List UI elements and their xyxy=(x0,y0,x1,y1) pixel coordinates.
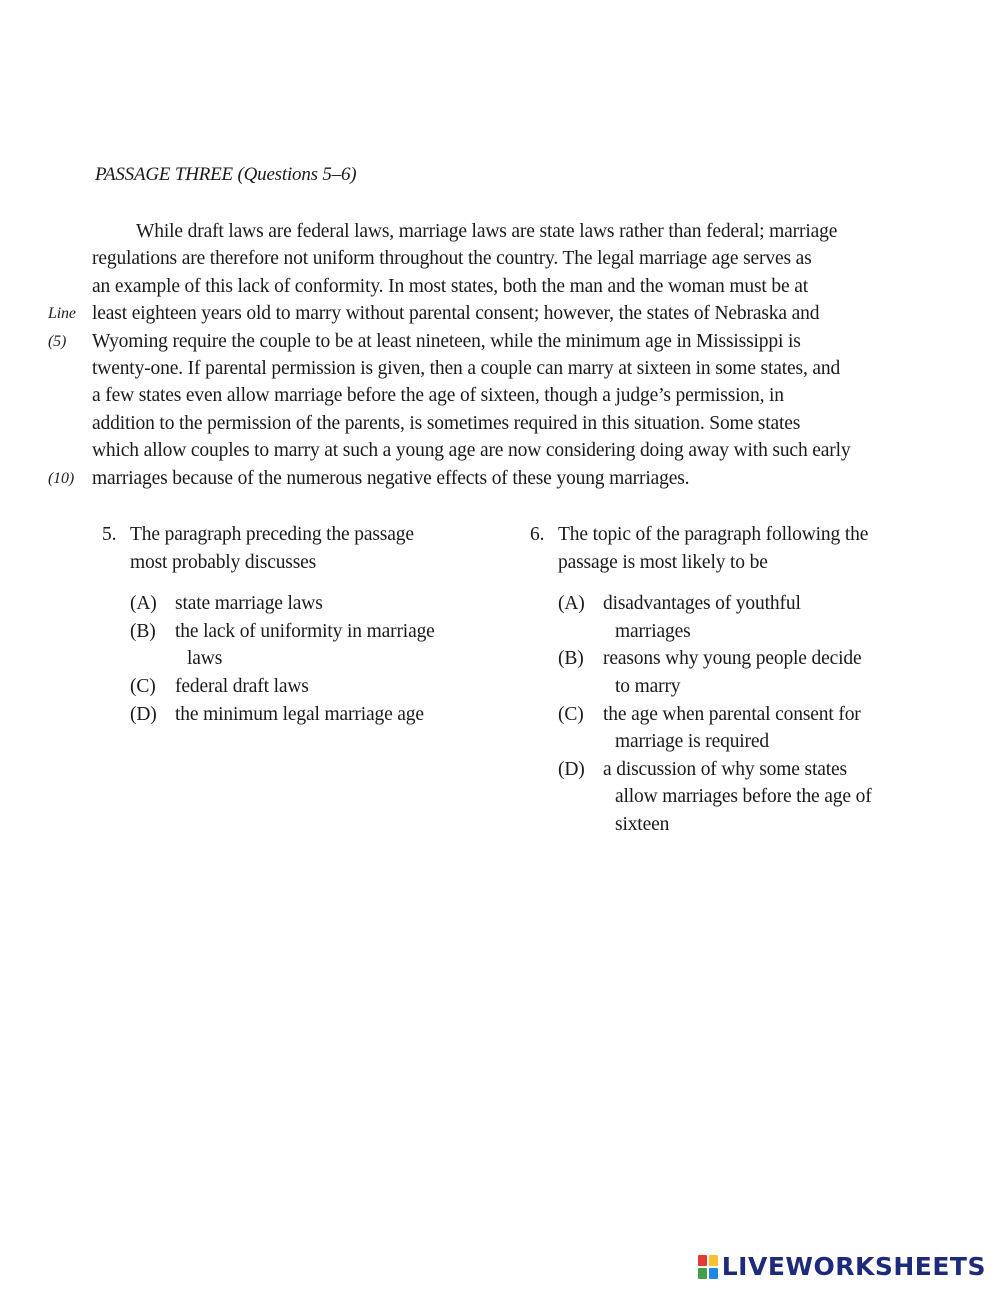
answer-option-c[interactable] xyxy=(558,701,930,756)
question-6 xyxy=(530,521,930,839)
answer-option-a[interactable] xyxy=(558,590,930,645)
passage-line xyxy=(48,300,922,327)
option-text: the minimum legal marriage age xyxy=(175,703,424,725)
passage-line xyxy=(92,273,922,300)
option-text: allow marriages before the age of xyxy=(615,786,872,808)
passage-line-text: While draft laws are federal laws, marriage laws are state laws rather than federal; marriage xyxy=(136,221,838,242)
option-line xyxy=(558,590,930,618)
option-line xyxy=(558,645,930,673)
brand-name: LIVEWORKSHEETS xyxy=(721,1252,986,1281)
option-text: a discussion of why some states xyxy=(603,758,847,780)
passage-line xyxy=(92,382,922,409)
logo-square xyxy=(709,1268,718,1279)
passage-line-text: a few states even allow marriage before the age of sixteen, though a judge’s permission, in xyxy=(92,385,784,407)
passage-line xyxy=(92,437,922,464)
passage-line-text: twenty-one. If parental permission is given, then a couple can marry at sixteen in some states, and xyxy=(92,357,841,379)
option-line xyxy=(558,783,930,811)
answer-options xyxy=(102,590,502,728)
option-text: laws xyxy=(187,648,223,670)
passage-line xyxy=(48,328,922,355)
logo-square xyxy=(698,1268,707,1279)
passage-line xyxy=(48,465,922,492)
option-line xyxy=(130,645,502,673)
option-letter: (D) xyxy=(558,758,585,780)
passage-line-text: Wyoming require the couple to be at least nineteen, while the minimum age in Mississippi is xyxy=(92,330,801,352)
option-letter: (A) xyxy=(558,593,585,615)
question-stem-line xyxy=(530,521,930,549)
option-text: federal draft laws xyxy=(175,675,309,697)
line-number: (10) xyxy=(48,469,75,487)
answer-options xyxy=(530,590,930,838)
option-text: sixteen xyxy=(615,813,670,835)
passage-line xyxy=(92,245,922,272)
option-text: the age when parental consent for xyxy=(603,703,861,725)
passage-line-text: an example of this lack of conformity. In most states, both the man and the woman must be at xyxy=(92,275,809,297)
question-stem-text: The topic of the paragraph following the xyxy=(558,524,869,545)
option-letter: (B) xyxy=(558,648,584,670)
option-text: state marriage laws xyxy=(175,593,323,615)
option-text: disadvantages of youthful xyxy=(603,593,801,615)
option-line xyxy=(558,756,930,784)
option-letter: (D) xyxy=(130,703,157,725)
answer-option-d[interactable] xyxy=(130,701,502,729)
logo-square xyxy=(709,1255,718,1266)
question-stem-line xyxy=(102,521,502,549)
passage-line xyxy=(92,410,922,437)
answer-option-c[interactable] xyxy=(130,673,502,701)
option-line xyxy=(558,673,930,701)
passage-line-text: addition to the permission of the parents, is sometimes required in this situation. Some states xyxy=(92,412,801,434)
option-text: the lack of uniformity in marriage xyxy=(175,620,435,642)
passage-line-text: least eighteen years old to marry without parental consent; however, the states of Nebraska and xyxy=(92,303,820,325)
passage-line xyxy=(92,355,922,382)
passage-heading: PASSAGE THREE (Questions 5–6) xyxy=(95,164,357,185)
option-line xyxy=(558,811,930,839)
passage-line xyxy=(92,218,922,245)
logo-mark-icon xyxy=(698,1255,718,1279)
option-line xyxy=(130,590,502,618)
option-text: marriages xyxy=(615,620,691,642)
option-text: reasons why young people decide xyxy=(603,648,862,670)
question-stem-text: most probably discusses xyxy=(130,551,317,573)
option-line xyxy=(130,701,502,729)
passage-text xyxy=(48,218,922,492)
option-letter: (A) xyxy=(130,593,157,615)
question-5 xyxy=(102,521,502,728)
option-line xyxy=(558,728,930,756)
option-line xyxy=(558,701,930,729)
line-number: Line xyxy=(48,305,76,323)
passage-line-text: which allow couples to marry at such a young age are now considering doing away with such early xyxy=(92,440,851,462)
answer-option-d[interactable] xyxy=(558,756,930,839)
option-text: to marry xyxy=(615,675,681,697)
logo-square xyxy=(698,1255,707,1266)
liveworksheets-logo xyxy=(698,1252,986,1281)
question-stem-line xyxy=(102,549,502,577)
answer-option-a[interactable] xyxy=(130,590,502,618)
option-line xyxy=(558,618,930,646)
option-letter: (C) xyxy=(558,703,584,725)
passage-line-text: marriages because of the numerous negative effects of these young marriages. xyxy=(92,467,690,489)
answer-option-b[interactable] xyxy=(130,618,502,673)
question-stem-text: The paragraph preceding the passage xyxy=(130,524,414,545)
question-number: 5. xyxy=(102,524,117,545)
answer-option-b[interactable] xyxy=(558,645,930,700)
option-letter: (C) xyxy=(130,675,156,697)
option-text: marriage is required xyxy=(615,731,770,753)
option-line xyxy=(130,673,502,701)
question-stem-line xyxy=(530,549,930,577)
passage-line-text: regulations are therefore not uniform throughout the country. The legal marriage age serves as xyxy=(92,248,812,270)
option-letter: (B) xyxy=(130,620,156,642)
line-number: (5) xyxy=(48,332,67,350)
question-number: 6. xyxy=(530,524,545,545)
option-line xyxy=(130,618,502,646)
question-stem-text: passage is most likely to be xyxy=(558,551,768,573)
